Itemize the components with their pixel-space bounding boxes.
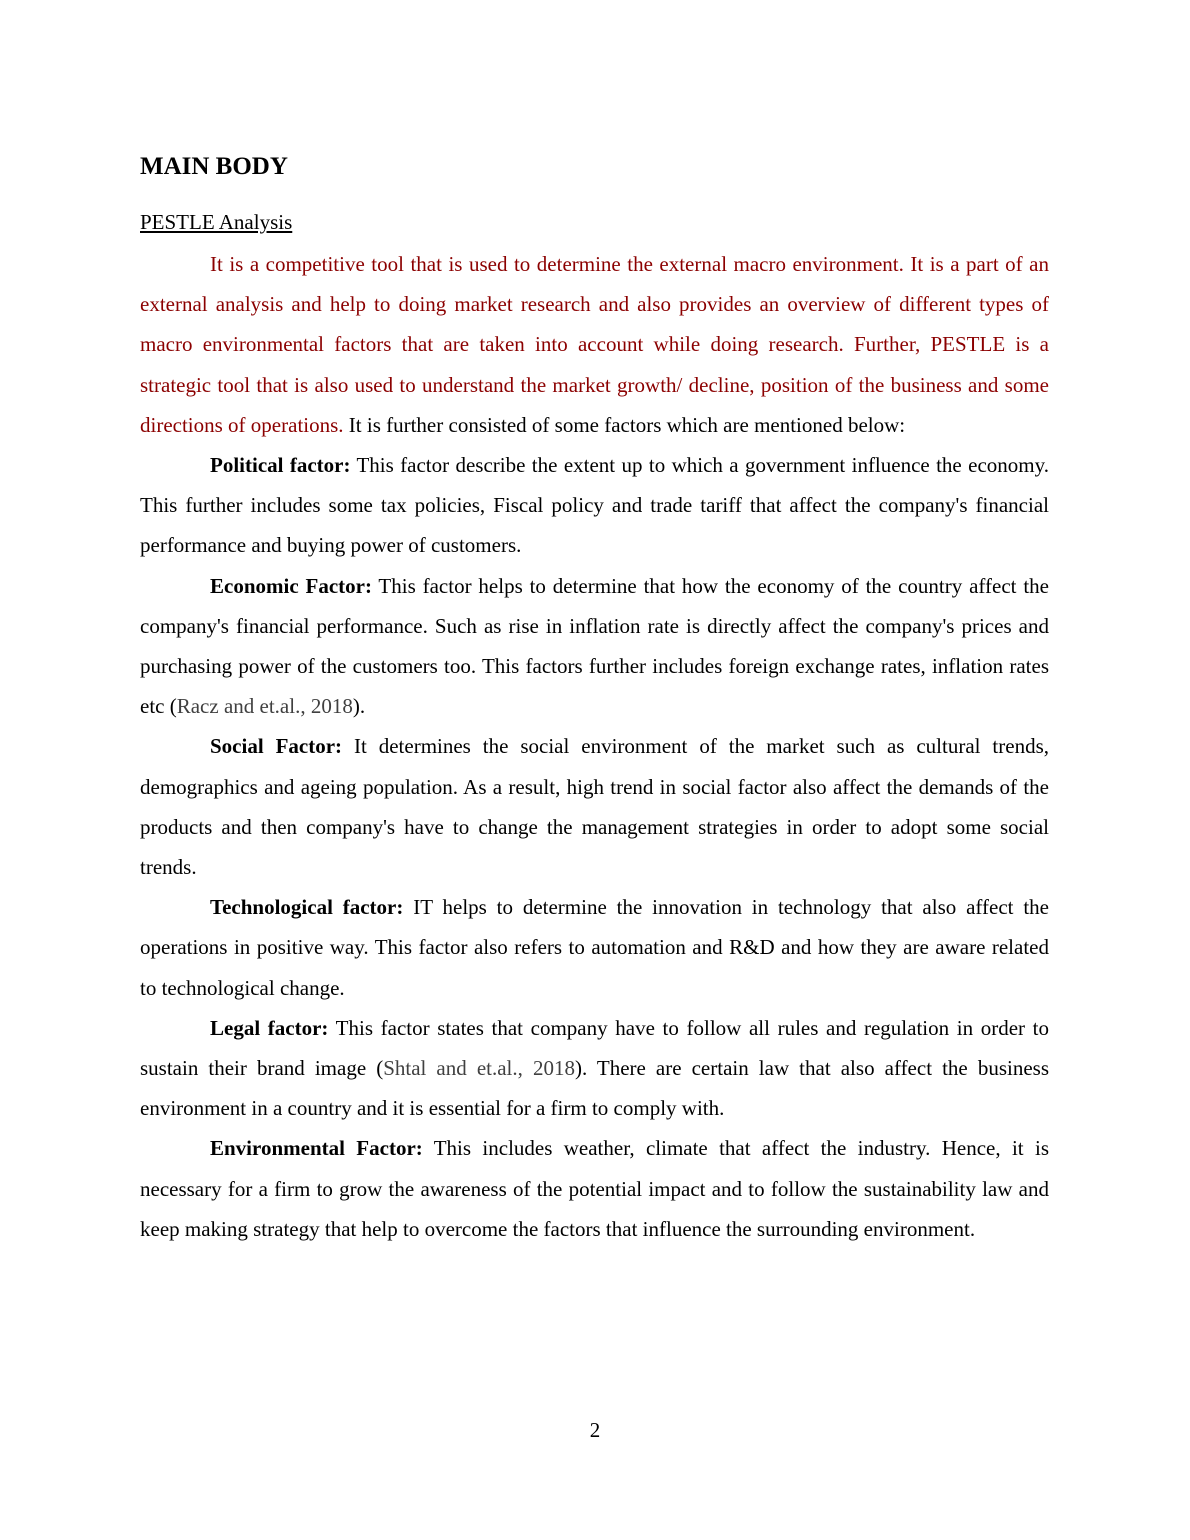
economic-factor-text: This factor helps to determine that how the economy of the country affect the company's financial performance. Such as rise in inflation rate is directly affect the company's prices and purchasing power of the customers too. This factors further includes foreign exchange rates, inflation rates etc (	[140, 573, 1049, 719]
legal-factor-label: Legal factor:	[210, 1015, 329, 1040]
intro-paragraph	[140, 244, 1049, 445]
political-factor-paragraph	[140, 445, 1049, 566]
environmental-factor-text: This includes weather, climate that affect the industry. Hence, it is necessary for a firm to grow the awareness of the potential impact and to follow the sustainability law and keep making strategy that help to overcome the factors that influence the surrounding environment.	[140, 1136, 1049, 1241]
technological-factor-paragraph	[140, 887, 1049, 1008]
legal-citation: Shtal and et.al., 2018	[383, 1056, 575, 1081]
economic-citation: Racz and et.al., 2018	[176, 694, 353, 719]
legal-factor-paragraph	[140, 1008, 1049, 1129]
environmental-factor-label: Environmental Factor:	[210, 1136, 423, 1161]
economic-factor-end: ).	[352, 694, 366, 719]
economic-factor-label: Economic Factor:	[210, 573, 372, 598]
technological-factor-label: Technological factor:	[210, 895, 404, 920]
document-content	[140, 150, 1049, 1249]
intro-highlighted-text: It is a competitive tool that is used to determine the external macro environment. It is a part of an external analysis and help to doing market research and also provides an overview of different types of macro environmental factors that are taken into account while doing research. Further, PESTLE is a strategic tool that is also used to understand the market growth/ decline, position of the business and some directions of operations.	[140, 252, 1049, 437]
technological-factor-text: IT helps to determine the innovation in technology that also affect the operations in positive way. This factor also refers to automation and R&D and how they are aware related to technological change.	[140, 895, 1049, 1000]
political-factor-label: Political factor:	[210, 453, 351, 478]
social-factor-paragraph	[140, 726, 1049, 887]
intro-rest-text: It is further consisted of some factors which are mentioned below:	[343, 412, 906, 437]
section-subheading: PESTLE Analysis	[140, 210, 293, 234]
economic-factor-paragraph	[140, 566, 1049, 727]
page-number: 2	[589, 1418, 601, 1442]
main-heading: MAIN BODY	[140, 153, 288, 180]
legal-factor-end: ). There are certain law that also affect the business environment in a country and it is essential for a firm to comply with.	[140, 1056, 1049, 1121]
social-factor-text: It determines the social environment of the market such as cultural trends, demographics and ageing population. As a result, high trend in social factor also affect the demands of the products and then company's have to change the management strategies in order to adopt some social trends.	[140, 734, 1049, 880]
environmental-factor-paragraph	[140, 1128, 1049, 1249]
political-factor-text: This factor describe the extent up to which a government influence the economy. This further includes some tax policies, Fiscal policy and trade tariff that affect the company's financial performance and buying power of customers.	[140, 453, 1049, 558]
legal-factor-text: This factor states that company have to follow all rules and regulation in order to sustain their brand image (	[140, 1015, 1049, 1081]
social-factor-label: Social Factor:	[210, 734, 343, 759]
